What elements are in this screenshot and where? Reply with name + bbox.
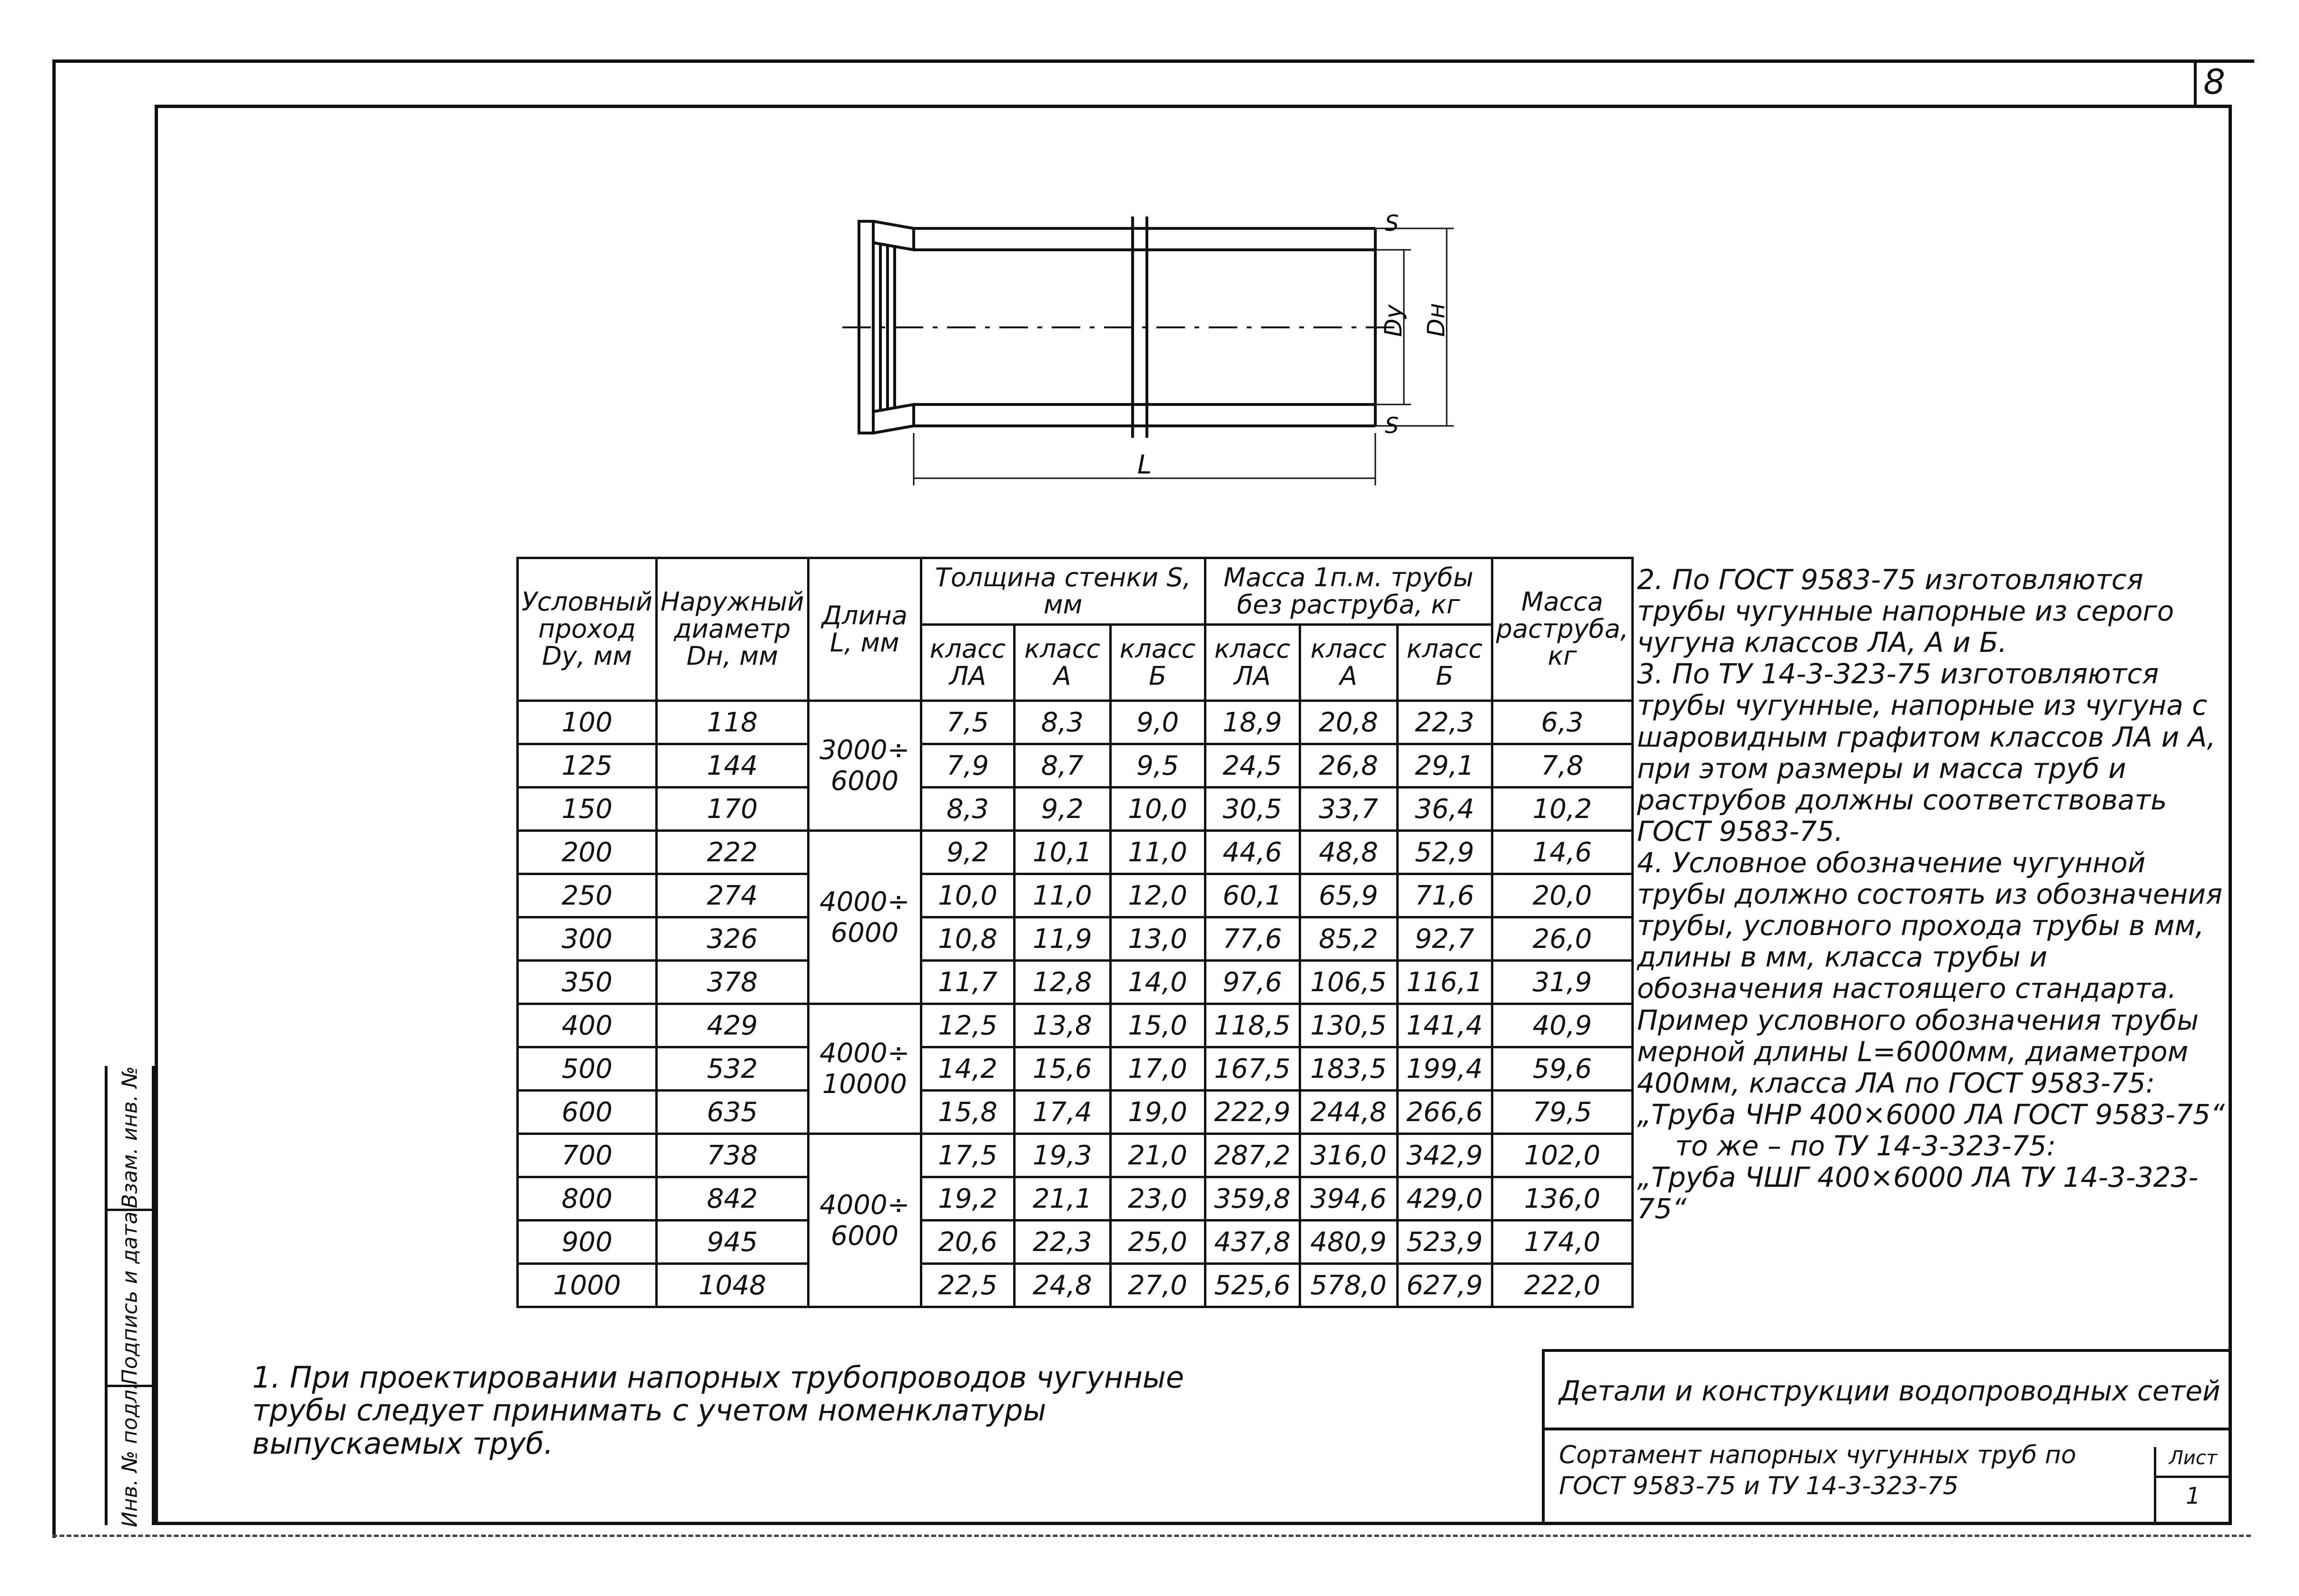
- cell-wall-a: 8,3: [1014, 701, 1110, 744]
- cell-wall-la: 14,2: [921, 1047, 1015, 1091]
- cell-dy: 1000: [518, 1264, 657, 1307]
- side-stamp-cell-signature: [108, 1209, 152, 1385]
- notes-block: [1637, 564, 2237, 1224]
- dim-dy-label: Dу: [1380, 304, 1407, 337]
- pipe-drawing: [833, 209, 1461, 504]
- cell-mass-la: 30,5: [1205, 788, 1300, 831]
- cell-dn: 945: [657, 1221, 809, 1264]
- dim-dn-label: Dн: [1422, 303, 1450, 337]
- cell-mass-b: 266,6: [1397, 1091, 1492, 1134]
- cell-mass-b: 92,7: [1397, 917, 1492, 961]
- cell-mass-b: 523,9: [1397, 1221, 1492, 1264]
- cell-mass-la: 287,2: [1205, 1134, 1300, 1177]
- side-stamp-cell-inventory: [108, 1382, 152, 1527]
- cell-length-group: 4000÷ 10000: [808, 1004, 921, 1134]
- cell-socket-mass: 40,9: [1492, 1004, 1632, 1047]
- cell-wall-a: 19,3: [1014, 1134, 1110, 1177]
- cell-wall-b: 15,0: [1110, 1004, 1205, 1047]
- cell-dy: 900: [518, 1221, 657, 1264]
- spec-table-body: [518, 701, 1633, 1307]
- cell-dy: 400: [518, 1004, 657, 1047]
- table-row: [518, 917, 1633, 961]
- cell-wall-a: 17,4: [1014, 1091, 1110, 1134]
- cell-wall-a: 15,6: [1014, 1047, 1110, 1091]
- cell-dn: 429: [657, 1004, 809, 1047]
- cell-dy: 150: [518, 788, 657, 831]
- table-row: [518, 788, 1633, 831]
- cell-mass-a: 394,6: [1300, 1177, 1397, 1221]
- cell-wall-la: 10,8: [921, 917, 1015, 961]
- cell-length-group: 4000÷ 6000: [808, 1134, 921, 1307]
- cell-wall-b: 12,0: [1110, 874, 1205, 917]
- cell-dy: 100: [518, 701, 657, 744]
- cell-socket-mass: 10,2: [1492, 788, 1632, 831]
- cell-dy: 350: [518, 961, 657, 1004]
- cell-wall-b: 19,0: [1110, 1091, 1205, 1134]
- table-row: [518, 1004, 1633, 1047]
- header-dn: Наружный диаметр Dн, мм: [657, 558, 809, 701]
- cell-socket-mass: 20,0: [1492, 874, 1632, 917]
- cell-dn: 222: [657, 831, 809, 874]
- cell-dn: 635: [657, 1091, 809, 1134]
- cell-socket-mass: 136,0: [1492, 1177, 1632, 1221]
- cell-wall-la: 10,0: [921, 874, 1015, 917]
- cell-mass-a: 85,2: [1300, 917, 1397, 961]
- cell-wall-b: 11,0: [1110, 831, 1205, 874]
- cell-wall-b: 25,0: [1110, 1221, 1205, 1264]
- side-stamp-replace-label: Взам. инв. №: [118, 1066, 142, 1209]
- cell-wall-la: 7,9: [921, 744, 1015, 788]
- example-mid: то же – по ТУ 14-3-323-75:: [1675, 1129, 2056, 1162]
- cell-dy: 200: [518, 831, 657, 874]
- cell-dn: 144: [657, 744, 809, 788]
- cell-dn: 274: [657, 874, 809, 917]
- cell-length-group: 4000÷ 6000: [808, 831, 921, 1004]
- dim-s-top-label: S: [1385, 210, 1399, 236]
- cell-mass-la: 222,9: [1205, 1091, 1300, 1134]
- cell-mass-b: 627,9: [1397, 1264, 1492, 1307]
- cell-wall-b: 13,0: [1110, 917, 1205, 961]
- cell-wall-a: 11,0: [1014, 874, 1110, 917]
- cell-dn: 842: [657, 1177, 809, 1221]
- cell-mass-a: 480,9: [1300, 1221, 1397, 1264]
- side-stamp-cell-replace: [108, 1066, 152, 1209]
- cell-mass-b: 71,6: [1397, 874, 1492, 917]
- title-block: [1542, 1349, 2232, 1525]
- cell-wall-a: 21,1: [1014, 1177, 1110, 1221]
- header-mass-class-b: класс Б: [1397, 625, 1492, 701]
- sheet-number: 8: [2194, 59, 2232, 105]
- table-row: [518, 744, 1633, 788]
- cell-mass-la: 60,1: [1205, 874, 1300, 917]
- header-socket-mass: Масса раструба, кг: [1492, 558, 1632, 701]
- cell-dy: 250: [518, 874, 657, 917]
- title-block-sheet-number: 1: [2186, 1483, 2200, 1509]
- cell-mass-la: 24,5: [1205, 744, 1300, 788]
- cell-wall-a: 8,7: [1014, 744, 1110, 788]
- cell-wall-b: 10,0: [1110, 788, 1205, 831]
- side-stamp-signature-label: Подпись и дата: [118, 1211, 142, 1385]
- cell-wall-a: 24,8: [1014, 1264, 1110, 1307]
- cell-mass-b: 116,1: [1397, 961, 1492, 1004]
- cell-socket-mass: 14,6: [1492, 831, 1632, 874]
- cell-dn: 378: [657, 961, 809, 1004]
- cell-wall-a: 13,8: [1014, 1004, 1110, 1047]
- cell-dy: 800: [518, 1177, 657, 1221]
- cell-socket-mass: 174,0: [1492, 1221, 1632, 1264]
- header-dy: Условный проход Dу, мм: [518, 558, 657, 701]
- cell-wall-la: 8,3: [921, 788, 1015, 831]
- header-mass-class-a: класс А: [1300, 625, 1397, 701]
- table-row: [518, 1091, 1633, 1134]
- bottom-trim-line: [52, 1535, 2251, 1537]
- cell-mass-a: 26,8: [1300, 744, 1397, 788]
- cell-dy: 500: [518, 1047, 657, 1091]
- cell-mass-a: 20,8: [1300, 701, 1397, 744]
- table-row: [518, 1264, 1633, 1307]
- cell-mass-la: 437,8: [1205, 1221, 1300, 1264]
- cell-wall-a: 22,3: [1014, 1221, 1110, 1264]
- table-row: [518, 1221, 1633, 1264]
- side-stamp: [105, 1066, 155, 1525]
- cell-mass-a: 578,0: [1300, 1264, 1397, 1307]
- header-wall-class-a: класс А: [1014, 625, 1110, 701]
- table-row: [518, 831, 1633, 874]
- cell-socket-mass: 222,0: [1492, 1264, 1632, 1307]
- header-wall-thickness: Толщина стенки S, мм: [921, 558, 1205, 625]
- cell-dn: 326: [657, 917, 809, 961]
- cell-wall-b: 9,5: [1110, 744, 1205, 788]
- cell-wall-la: 19,2: [921, 1177, 1015, 1221]
- note-4: 4. Условное обозначение чугунной трубы должно состоять из обозначения трубы, условного прохода трубы в мм, длины в мм, класса трубы и обозначения настоящего стандарта.: [1637, 846, 2222, 1005]
- cell-mass-a: 106,5: [1300, 961, 1397, 1004]
- header-wall-class-b: класс Б: [1110, 625, 1205, 701]
- cell-dn: 170: [657, 788, 809, 831]
- cell-mass-a: 244,8: [1300, 1091, 1397, 1134]
- cell-dn: 1048: [657, 1264, 809, 1307]
- table-row: [518, 961, 1633, 1004]
- cell-socket-mass: 31,9: [1492, 961, 1632, 1004]
- cell-mass-a: 183,5: [1300, 1047, 1397, 1091]
- table-row: [518, 701, 1633, 744]
- cell-socket-mass: 7,8: [1492, 744, 1632, 788]
- title-block-sheet-label: Лист: [2156, 1447, 2230, 1478]
- cell-wall-a: 11,9: [1014, 917, 1110, 961]
- table-row: [518, 1134, 1633, 1177]
- cell-mass-b: 52,9: [1397, 831, 1492, 874]
- header-mass: Масса 1п.м. трубы без раструба, кг: [1205, 558, 1492, 625]
- cell-mass-b: 342,9: [1397, 1134, 1492, 1177]
- cell-wall-la: 7,5: [921, 701, 1015, 744]
- dim-l-label: L: [1137, 450, 1152, 480]
- cell-mass-la: 77,6: [1205, 917, 1300, 961]
- example-2: „Труба ЧШГ 400×6000 ЛА ТУ 14-3-323-75“: [1637, 1161, 2199, 1225]
- cell-wall-a: 12,8: [1014, 961, 1110, 1004]
- cell-wall-b: 21,0: [1110, 1134, 1205, 1177]
- cell-wall-b: 14,0: [1110, 961, 1205, 1004]
- cell-wall-b: 17,0: [1110, 1047, 1205, 1091]
- cell-mass-b: 29,1: [1397, 744, 1492, 788]
- cell-mass-a: 316,0: [1300, 1134, 1397, 1177]
- cell-mass-a: 130,5: [1300, 1004, 1397, 1047]
- cell-mass-la: 44,6: [1205, 831, 1300, 874]
- cell-wall-la: 9,2: [921, 831, 1015, 874]
- pipe-drawing-svg: [833, 209, 1461, 504]
- cell-wall-la: 17,5: [921, 1134, 1015, 1177]
- cell-wall-b: 27,0: [1110, 1264, 1205, 1307]
- table-row: [518, 874, 1633, 917]
- title-block-document: Сортамент напорных чугунных труб по ГОСТ 9583-75 и ТУ 14-3-323-75: [1559, 1441, 2076, 1500]
- cell-wall-b: 9,0: [1110, 701, 1205, 744]
- cell-socket-mass: 79,5: [1492, 1091, 1632, 1134]
- cell-mass-la: 359,8: [1205, 1177, 1300, 1221]
- note-3: 3. По ТУ 14-3-323-75 изготовляются трубы чугунные, напорные из чугуна с шаровидным графитом классов ЛА и А, при этом размеры и масса труб и раструбов должны соответствовать ГОСТ 9583-75.: [1637, 658, 2216, 847]
- cell-wall-la: 20,6: [921, 1221, 1015, 1264]
- cell-mass-b: 429,0: [1397, 1177, 1492, 1221]
- cell-mass-la: 97,6: [1205, 961, 1300, 1004]
- cell-socket-mass: 26,0: [1492, 917, 1632, 961]
- cell-dy: 300: [518, 917, 657, 961]
- cell-mass-a: 65,9: [1300, 874, 1397, 917]
- cell-mass-a: 33,7: [1300, 788, 1397, 831]
- cell-length-group: 3000÷ 6000: [808, 701, 921, 831]
- cell-wall-la: 15,8: [921, 1091, 1015, 1134]
- cell-dy: 700: [518, 1134, 657, 1177]
- cell-mass-b: 199,4: [1397, 1047, 1492, 1091]
- cell-wall-a: 10,1: [1014, 831, 1110, 874]
- cell-wall-la: 11,7: [921, 961, 1015, 1004]
- cell-mass-la: 167,5: [1205, 1047, 1300, 1091]
- cell-wall-a: 9,2: [1014, 788, 1110, 831]
- cell-wall-la: 22,5: [921, 1264, 1015, 1307]
- cell-dy: 125: [518, 744, 657, 788]
- cell-socket-mass: 59,6: [1492, 1047, 1632, 1091]
- title-block-sheet-cell: [2154, 1447, 2230, 1523]
- title-block-series: Детали и конструкции водопроводных сетей: [1545, 1352, 2232, 1430]
- example-intro: Пример условного обозначения трубы мерной длины L=6000мм, диаметром 400мм, класса ЛА по ГОСТ 9583-75:: [1637, 1004, 2199, 1099]
- table-row: [518, 1047, 1633, 1091]
- cell-dn: 532: [657, 1047, 809, 1091]
- cell-dn: 738: [657, 1134, 809, 1177]
- example-1: „Труба ЧНР 400×6000 ЛА ГОСТ 9583-75“: [1637, 1098, 2225, 1131]
- dim-s-bottom-label: S: [1385, 413, 1399, 438]
- header-wall-class-la: класс ЛА: [921, 625, 1015, 701]
- table-row: [518, 1177, 1633, 1221]
- pipe-spec-table: [516, 557, 1634, 1308]
- cell-mass-la: 18,9: [1205, 701, 1300, 744]
- cell-wall-b: 23,0: [1110, 1177, 1205, 1221]
- cell-mass-a: 48,8: [1300, 831, 1397, 874]
- cell-mass-la: 118,5: [1205, 1004, 1300, 1047]
- note-2: 2. По ГОСТ 9583-75 изготовляются трубы чугунные напорные из серого чугуна классов ЛА, А и Б.: [1637, 563, 2174, 659]
- cell-mass-b: 22,3: [1397, 701, 1492, 744]
- header-mass-class-la: класс ЛА: [1205, 625, 1300, 701]
- cell-mass-b: 141,4: [1397, 1004, 1492, 1047]
- cell-wall-la: 12,5: [921, 1004, 1015, 1047]
- header-length: Длина L, мм: [808, 558, 921, 701]
- cell-dy: 600: [518, 1091, 657, 1134]
- side-stamp-inventory-label: Инв. № подл.: [118, 1382, 142, 1527]
- cell-socket-mass: 6,3: [1492, 701, 1632, 744]
- cell-mass-b: 36,4: [1397, 788, 1492, 831]
- cell-socket-mass: 102,0: [1492, 1134, 1632, 1177]
- note-1: 1. При проектировании напорных трубопроводов чугунные трубы следует принимать с учетом номенклатуры выпускаемых труб.: [252, 1360, 1184, 1461]
- cell-dn: 118: [657, 701, 809, 744]
- cell-mass-la: 525,6: [1205, 1264, 1300, 1307]
